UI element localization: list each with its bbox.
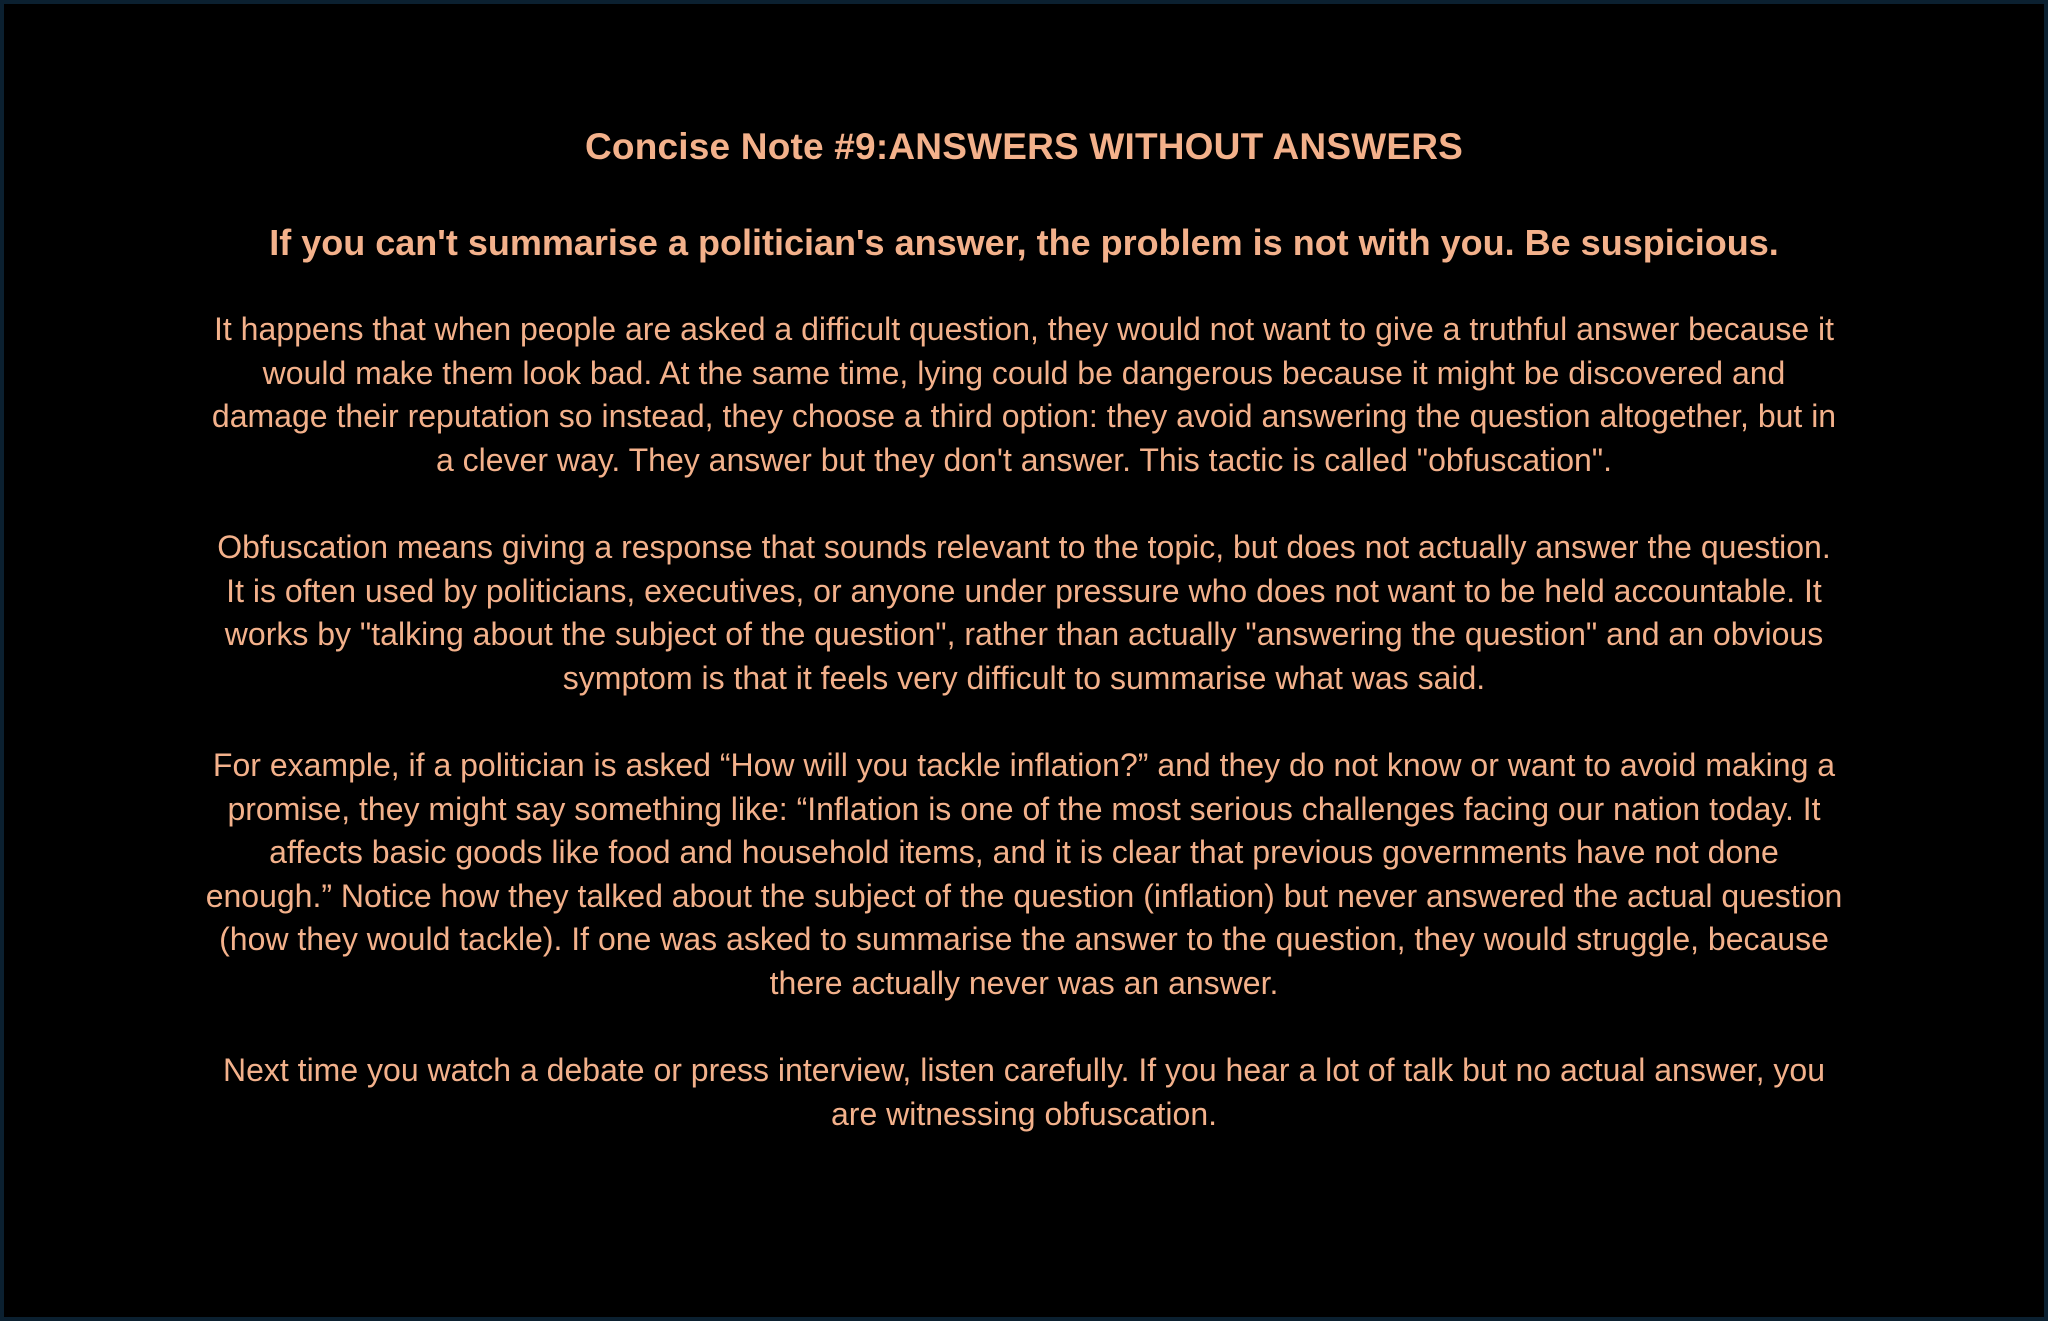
paragraph-intro: It happens that when people are asked a difficult question, they would not want to give a truthful answer because it would make them look bad. At the same time, lying could be dangerous because it might be discovered and damage their reputation so instead, they choose a third option: they avoid answering the question altogether, but in a clever way. They answer but they don't answer. This tactic is called "obfuscation". <box>211 311 1837 478</box>
paragraph-conclusion: Next time you watch a debate or press interview, listen carefully. If you hear a lot of talk but no actual answer, you are witnessing obfuscation. <box>222 1052 1825 1132</box>
note-content <box>204 122 1844 1136</box>
paragraph-example: For example, if a politician is asked “How will you tackle inflation?” and they do not know or want to avoid making a promise, they might say something like: “Inflation is one of the most serious challenges facing our nation today. It affects basic goods like food and household items, and it is clear that previous governments have not done enough.” Notice how they talked about the subject of the question (inflation) but never answered the actual question (how they would tackle). If one was asked to summarise the answer to the question, they would struggle, because there actually never was an answer. <box>205 746 1843 1001</box>
note-title: Concise Note #9:ANSWERS WITHOUT ANSWERS <box>584 126 1464 167</box>
paragraph-definition: Obfuscation means giving a response that sounds relevant to the topic, but does not actually answer the question. It is often used by politicians, executives, or anyone under pressure who does not want to be held accountable. It works by "talking about the subject of the question", rather than actually "answering the question" and an obvious symptom is that it feels very difficult to summarise what was said. <box>217 528 1831 696</box>
note-subtitle: If you can't summarise a politician's answer, the problem is not with you. Be suspicious. <box>269 222 1779 263</box>
